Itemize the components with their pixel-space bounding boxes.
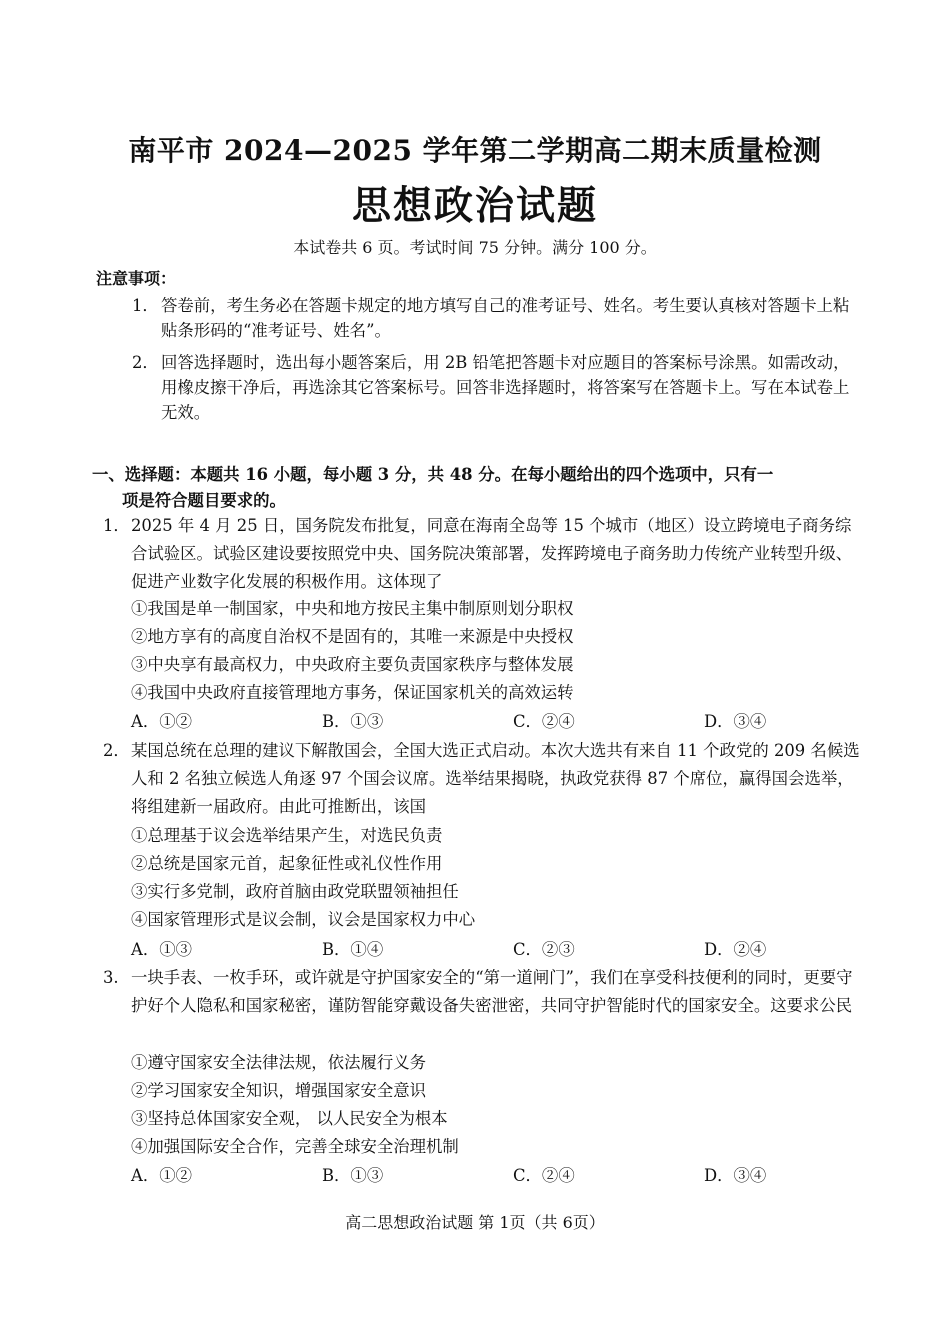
question-2-option-2: ②总统是国家元首，起象征性或礼仪性作用 — [131, 854, 443, 873]
question-1-option-1: ①我国是单一制国家，中央和地方按民主集中制原则划分职权 — [131, 599, 574, 618]
question-3-option-3: ③坚持总体国家安全观， 以人民安全为根本 — [131, 1109, 448, 1128]
question-3-option-4: ④加强国际安全合作，完善全球安全治理机制 — [131, 1137, 459, 1156]
question-number: 1． — [103, 516, 130, 535]
choice-a[interactable]: A．①③ — [131, 940, 193, 959]
question-stem: 某国总统在总理的建议下解散国会，全国大选正式启动。本次大选共有来自 11 个政党的 209 名候选人和 2 名独立候选人角逐 97 个国会议席。选举结果揭晓，执政党获得 87 个席位，赢得国会选举，将组建新一届政府。由此可推断出，该国 — [131, 741, 860, 816]
choice-c[interactable]: C．②③ — [513, 940, 575, 959]
question-2-option-1: ①总理基于议会选举结果产生，对选民负责 — [131, 826, 443, 845]
question-2-option-3: ③实行多党制，政府首脑由政党联盟领袖担任 — [131, 882, 459, 901]
question-2-option-4: ④国家管理形式是议会制，议会是国家权力中心 — [131, 910, 476, 929]
note-item — [132, 293, 862, 343]
question-1-option-3: ③中央享有最高权力，中央政府主要负责国家秩序与整体发展 — [131, 655, 574, 674]
question-1-option-2: ②地方享有的高度自治权不是固有的，其唯一来源是中央授权 — [131, 627, 574, 646]
question-3 — [103, 964, 863, 1020]
note-item — [132, 350, 862, 425]
page-footer: 高二思想政治试题 第 1页（共 6页） — [345, 1213, 605, 1232]
question-3-option-2: ②学习国家安全知识，增强国家安全意识 — [131, 1081, 427, 1100]
question-2-choices — [131, 936, 871, 964]
choice-b[interactable]: B．①④ — [322, 940, 384, 959]
choice-d[interactable]: D．②④ — [704, 940, 767, 959]
section-heading-line1: 一、选择题：本题共 16 小题，每小题 3 分，共 48 分。在每小题给出的四个选项中，只有一 — [92, 465, 774, 484]
exam-title: 南平市 2024—2025 学年第二学期高二期末质量检测 — [128, 134, 822, 167]
section-heading-line2: 项是符合题目要求的。 — [122, 491, 286, 510]
subject-title: 思想政治试题 — [351, 183, 598, 229]
note-text: 答卷前，考生务必在答题卡规定的地方填写自己的准考证号、姓名。考生要认真核对答题卡上粘贴条形码的“准考证号、姓名”。 — [161, 296, 850, 340]
question-stem: 2025 年 4 月 25 日，国务院发布批复，同意在海南全岛等 15 个城市（地区）设立跨境电子商务综合试验区。试验区建设要按照党中央、国务院决策部署，发挥跨境电子商务助力传统产业转型升级、促进产业数字化发展的积极作用。这体现了 — [131, 516, 853, 591]
question-number: 3. — [103, 968, 119, 987]
exam-info: 本试卷共 6 页。考试时间 75 分钟。满分 100 分。 — [293, 238, 657, 257]
choice-a[interactable]: A．①② — [131, 1166, 193, 1185]
section-heading — [92, 462, 862, 514]
notes-heading: 注意事项： — [96, 269, 177, 288]
question-2 — [103, 737, 863, 821]
choice-a[interactable]: A．①② — [131, 712, 193, 731]
question-number: 2． — [103, 741, 130, 760]
question-1 — [103, 512, 863, 596]
note-number: 2． — [132, 353, 159, 372]
choice-c[interactable]: C．②④ — [513, 1166, 575, 1185]
question-1-choices — [131, 708, 871, 736]
choice-d[interactable]: D．③④ — [704, 1166, 767, 1185]
note-text: 回答选择题时，选出每小题答案后，用 2B 铅笔把答题卡对应题目的答案标号涂黑。如需改动，用橡皮擦干净后，再选涂其它答案标号。回答非选择题时，将答案写在答题卡上。写在本试卷上无效。 — [161, 353, 850, 422]
choice-b[interactable]: B．①③ — [322, 1166, 384, 1185]
choice-d[interactable]: D．③④ — [704, 712, 767, 731]
question-1-option-4: ④我国中央政府直接管理地方事务，保证国家机关的高效运转 — [131, 683, 574, 702]
question-3-choices — [131, 1162, 871, 1190]
note-number: 1． — [132, 296, 159, 315]
question-stem: 一块手表、一枚手环，或许就是守护国家安全的“第一道闸门”，我们在享受科技便利的同时，更要守护好个人隐私和国家秘密，谨防智能穿戴设备失密泄密，共同守护智能时代的国家安全。这要求公民 — [131, 968, 853, 1015]
question-3-option-1: ①遵守国家安全法律法规，依法履行义务 — [131, 1053, 427, 1072]
choice-b[interactable]: B．①③ — [322, 712, 384, 731]
choice-c[interactable]: C．②④ — [513, 712, 575, 731]
